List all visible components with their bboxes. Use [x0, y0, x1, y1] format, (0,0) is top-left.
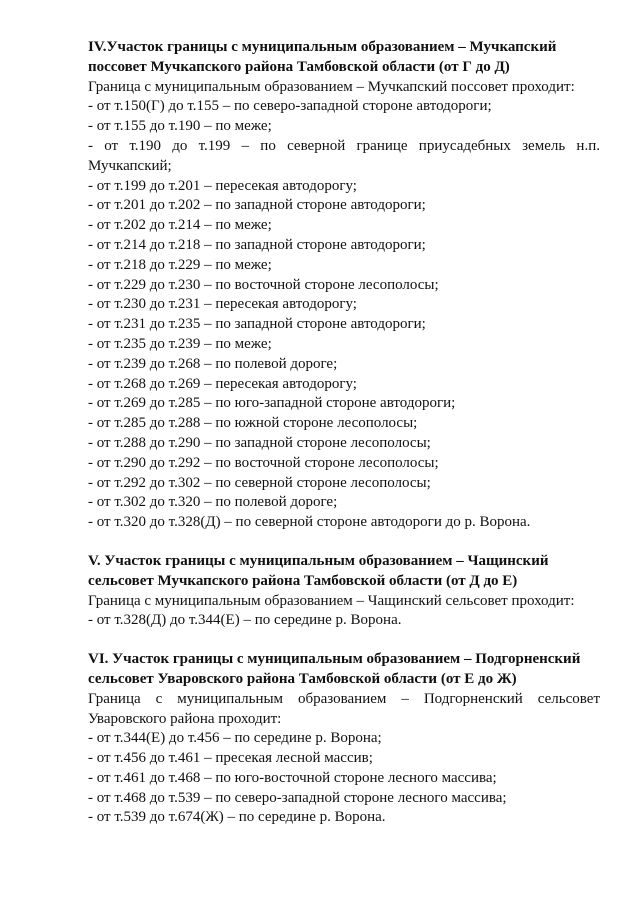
section-heading-line1: IV.Участок границы с муниципальным образованием – Мучкапский: [88, 39, 557, 55]
section-intro-line2: Уваровского района проходит:: [88, 710, 282, 727]
section-heading-line2: сельсовет Мучкапского района Тамбовской области (от Д до Е): [88, 572, 518, 589]
section-intro-line1: Граница с муниципальным образованием – Подгорненский сельсовет: [88, 690, 600, 707]
boundary-list: [88, 97, 600, 533]
boundary-list: [88, 729, 600, 828]
section-intro: Граница с муниципальным образованием – Чащинский сельсовет проходит:: [88, 592, 575, 609]
list-item: - от т.190 до т.199 – по северной границе приусадебных земель н.п.: [88, 137, 600, 154]
section-heading-line1: V. Участок границы с муниципальным образованием – Чащинский: [88, 552, 549, 569]
document-page: [88, 38, 600, 828]
list-item: - от т.468 до т.539 – по северо-западной стороне лесного массива;: [88, 789, 507, 806]
list-item: - от т.235 до т.239 – по меже;: [88, 335, 272, 352]
section-vi: [88, 650, 600, 828]
list-item: - от т.344(Е) до т.456 – по середине р. Ворона;: [88, 730, 382, 747]
list-item: - от т.328(Д) до т.344(Е) – по середине р. Ворона.: [88, 612, 402, 629]
list-item: - от т.231 до т.235 – по западной стороне автодороги;: [88, 316, 426, 333]
list-item: - от т.461 до т.468 – по юго-восточной стороне лесного массива;: [88, 769, 497, 786]
list-item: - от т.285 до т.288 – по южной стороне лесополосы;: [88, 415, 418, 432]
list-item: - от т.218 до т.229 – по меже;: [88, 256, 272, 273]
list-item: - от т.539 до т.674(Ж) – по середине р. Ворона.: [88, 809, 386, 826]
section-heading-line1: VI. Участок границы с муниципальным образованием – Подгорненский: [88, 651, 581, 668]
section-heading-line2: поссовет Мучкапского района Тамбовской области (от Г до Д): [88, 58, 510, 75]
list-item: - от т.290 до т.292 – по восточной стороне лесополосы;: [88, 454, 439, 471]
section-iv: [88, 38, 600, 533]
list-item: - от т.292 до т.302 – по северной стороне лесополосы;: [88, 474, 431, 491]
list-item: - от т.268 до т.269 – пересекая автодорогу;: [88, 375, 357, 392]
list-item: - от т.320 до т.328(Д) – по северной стороне автодороги до р. Ворона.: [88, 514, 531, 531]
list-item: - от т.456 до т.461 – пресекая лесной массив;: [88, 750, 373, 767]
section-heading-line2: сельсовет Уваровского района Тамбовской области (от Е до Ж): [88, 670, 517, 687]
list-item: - от т.150(Г) до т.155 – по северо-западной стороне автодороги;: [88, 98, 492, 115]
list-item: - от т.214 до т.218 – по западной стороне автодороги;: [88, 236, 426, 253]
list-item: - от т.202 до т.214 – по меже;: [88, 217, 272, 234]
list-item: - от т.201 до т.202 – по западной стороне автодороги;: [88, 197, 426, 214]
list-item: - от т.239 до т.268 – по полевой дороге;: [88, 355, 338, 372]
section-v: [88, 552, 600, 631]
list-item: - от т.269 до т.285 – по юго-западной стороне автодороги;: [88, 395, 456, 412]
list-item: - от т.230 до т.231 – пересекая автодорогу;: [88, 296, 357, 313]
list-item: Мучкапский;: [88, 157, 172, 174]
list-item: - от т.199 до т.201 – пересекая автодорогу;: [88, 177, 357, 194]
list-item: - от т.155 до т.190 – по меже;: [88, 118, 272, 135]
section-intro: Граница с муниципальным образованием – Мучкапский поссовет проходит:: [88, 78, 575, 95]
list-item: - от т.288 до т.290 – по западной стороне лесополосы;: [88, 434, 431, 451]
boundary-list: [88, 611, 600, 631]
list-item: - от т.302 до т.320 – по полевой дороге;: [88, 494, 338, 511]
list-item: - от т.229 до т.230 – по восточной стороне лесополосы;: [88, 276, 439, 293]
